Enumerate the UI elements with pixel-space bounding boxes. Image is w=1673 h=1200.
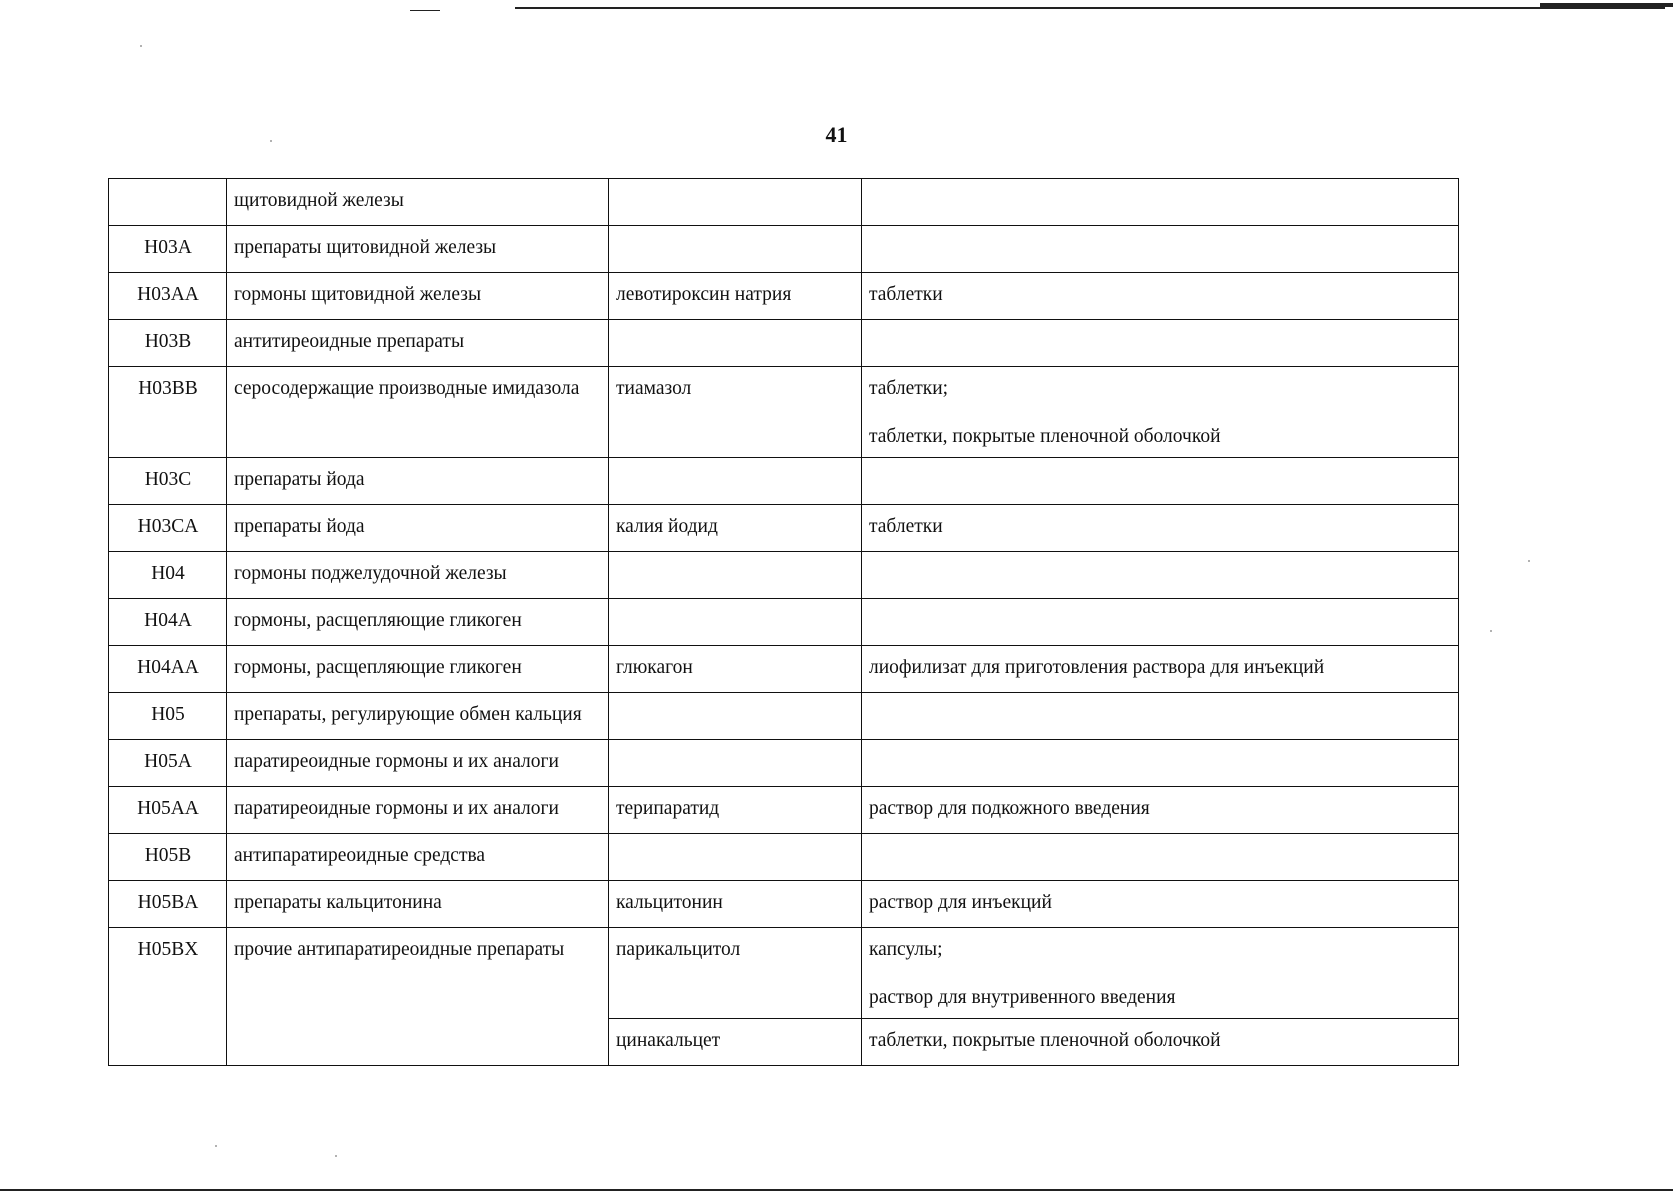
substance-cell <box>609 740 862 787</box>
dosage-form: таблетки <box>869 516 943 537</box>
atc-code-cell: H05B <box>109 834 227 881</box>
table-row <box>109 505 1459 552</box>
group-name-cell: препараты йода <box>227 458 609 505</box>
substance-cell <box>609 320 862 367</box>
dosage-form-cell <box>862 179 1459 226</box>
dosage-form-cell <box>862 1019 1459 1066</box>
table-row <box>109 740 1459 787</box>
dosage-form-cell <box>862 740 1459 787</box>
scan-edge-bottom <box>0 1189 1673 1191</box>
dosage-form-cell <box>862 787 1459 834</box>
atc-code-cell: H05 <box>109 693 227 740</box>
page-number: 41 <box>825 122 848 147</box>
scan-speck <box>1528 560 1530 562</box>
group-name-cell: гормоны, расщепляющие гликоген <box>227 646 609 693</box>
atc-code-cell: H03BB <box>109 367 227 458</box>
group-name-cell: паратиреоидные гормоны и их аналоги <box>227 787 609 834</box>
scan-speck <box>1490 630 1492 632</box>
table-row <box>109 179 1459 226</box>
group-name-cell: гормоны щитовидной железы <box>227 273 609 320</box>
table-row <box>109 458 1459 505</box>
dosage-form-cell <box>862 273 1459 320</box>
scan-edge-top-thick <box>1540 3 1673 7</box>
group-name-cell: препараты йода <box>227 505 609 552</box>
table-row <box>109 320 1459 367</box>
table-row <box>109 599 1459 646</box>
drug-classification-table <box>108 178 1459 1066</box>
scan-speck <box>335 1155 337 1157</box>
dosage-form: раствор для подкожного введения <box>869 798 1150 819</box>
group-name-cell: паратиреоидные гормоны и их аналоги <box>227 740 609 787</box>
table-row <box>109 693 1459 740</box>
atc-code-cell: H05BA <box>109 881 227 928</box>
atc-code-cell: H03CA <box>109 505 227 552</box>
table-row <box>109 552 1459 599</box>
substance-cell: цинакальцет <box>609 1019 862 1066</box>
scan-speck <box>215 1145 217 1147</box>
substance-cell <box>609 552 862 599</box>
dosage-form: таблетки, покрытые пленочной оболочкой <box>869 426 1221 447</box>
substance-cell <box>609 834 862 881</box>
substance-cell: глюкагон <box>609 646 862 693</box>
table-row <box>109 367 1459 458</box>
substance-cell <box>609 179 862 226</box>
group-name-cell: прочие антипаратиреоидные препараты <box>227 928 609 1066</box>
table-row <box>109 928 1459 1019</box>
dosage-form: таблетки <box>869 284 943 305</box>
atc-code-cell: H04 <box>109 552 227 599</box>
dosage-form-cell <box>862 367 1459 458</box>
group-name-cell: препараты кальцитонина <box>227 881 609 928</box>
dosage-form-cell <box>862 646 1459 693</box>
atc-code-cell: H03B <box>109 320 227 367</box>
table-row <box>109 787 1459 834</box>
table-body <box>109 179 1459 1066</box>
dosage-form-cell <box>862 928 1459 1019</box>
dosage-form: раствор для инъекций <box>869 892 1052 913</box>
atc-code-cell: H04AA <box>109 646 227 693</box>
group-name-cell: антипаратиреоидные средства <box>227 834 609 881</box>
scan-edge-top <box>515 7 1665 9</box>
group-name-cell: щитовидной железы <box>227 179 609 226</box>
substance-cell <box>609 693 862 740</box>
dosage-form-cell <box>862 552 1459 599</box>
dosage-form-cell <box>862 834 1459 881</box>
atc-code-cell: H03C <box>109 458 227 505</box>
substance-cell <box>609 226 862 273</box>
group-name-cell: препараты щитовидной железы <box>227 226 609 273</box>
substance-cell <box>609 458 862 505</box>
table-row <box>109 834 1459 881</box>
atc-code-cell: H03AA <box>109 273 227 320</box>
atc-code-cell: H05AA <box>109 787 227 834</box>
dosage-form: лиофилизат для приготовления раствора для инъекций <box>869 657 1325 678</box>
dosage-form-cell <box>862 226 1459 273</box>
table-row <box>109 881 1459 928</box>
atc-code-cell: H03A <box>109 226 227 273</box>
dosage-form-cell <box>862 320 1459 367</box>
dosage-form: таблетки; <box>869 378 949 399</box>
table-row <box>109 646 1459 693</box>
dosage-form-cell <box>862 881 1459 928</box>
dosage-form-cell <box>862 505 1459 552</box>
dosage-form: раствор для внутривенного введения <box>869 987 1176 1008</box>
scan-speck <box>140 45 142 47</box>
table-row <box>109 273 1459 320</box>
scan-edge-top-short <box>410 10 440 11</box>
substance-cell: терипаратид <box>609 787 862 834</box>
atc-code-cell: H05A <box>109 740 227 787</box>
atc-code-cell <box>109 179 227 226</box>
substance-cell: парикальцитол <box>609 928 862 1019</box>
dosage-form-cell <box>862 693 1459 740</box>
atc-code-cell: H05BX <box>109 928 227 1066</box>
substance-cell: калия йодид <box>609 505 862 552</box>
substance-cell: кальцитонин <box>609 881 862 928</box>
substance-cell <box>609 599 862 646</box>
dosage-form-cell <box>862 599 1459 646</box>
dosage-form: таблетки, покрытые пленочной оболочкой <box>869 1030 1221 1051</box>
dosage-form: капсулы; <box>869 939 943 960</box>
atc-code-cell: H04A <box>109 599 227 646</box>
dosage-form-cell <box>862 458 1459 505</box>
group-name-cell: препараты, регулирующие обмен кальция <box>227 693 609 740</box>
group-name-cell: гормоны поджелудочной железы <box>227 552 609 599</box>
group-name-cell: серосодержащие производные имидазола <box>227 367 609 458</box>
substance-cell: тиамазол <box>609 367 862 458</box>
group-name-cell: гормоны, расщепляющие гликоген <box>227 599 609 646</box>
group-name-cell: антитиреоидные препараты <box>227 320 609 367</box>
substance-cell: левотироксин натрия <box>609 273 862 320</box>
table-row <box>109 226 1459 273</box>
